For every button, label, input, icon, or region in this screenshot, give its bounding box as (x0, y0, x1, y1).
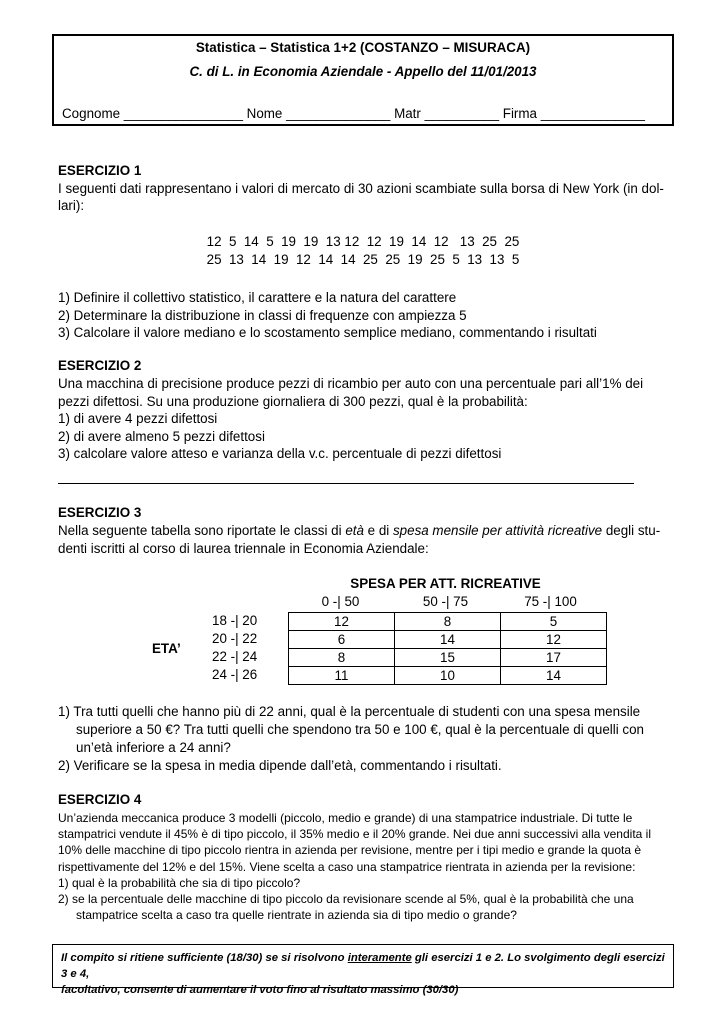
ex4-title: ESERCIZIO 4 (58, 792, 142, 807)
list-item: 2) di avere almeno 5 pezzi difettosi (58, 428, 265, 444)
ex4-q1: 1) qual è la probabilità che sia di tipo piccolo? (58, 875, 301, 890)
table-row-header: 24 -| 26 (212, 667, 258, 682)
ex4-line: Un’azienda meccanica produce 3 modelli (piccolo, medio e grande) di una stampatrice industriale. Di tutte le (58, 811, 633, 825)
table-row-header: 18 -| 20 (212, 613, 258, 628)
table-cell: 12 (501, 631, 607, 649)
ex3-q2: 2) Verificare se la spesa in media dipende dall’età, commentando i risultati. (58, 758, 502, 773)
ex2-text-line1: Una macchina di precisione produce pezzi di ricambio per auto con una percentuale pari all’1% dei (58, 376, 644, 391)
table-col-header: 50 -| 75 (422, 594, 469, 609)
list-item: 3) Calcolare il valore mediano e lo scostamento semplice mediano, commentando i risultati (58, 325, 597, 340)
student-fields: Cognome ________________ Nome ______________ Matr __________ Firma ______________ (62, 106, 645, 121)
table-col-header: 0 -| 50 (321, 594, 360, 609)
ex3-q1-line2: superiore a 50 €? Tra tutti quelli che spendono tra 50 e 100 €, qual è la percentuale di quelli con (76, 722, 645, 737)
ex2-title: ESERCIZIO 2 (58, 358, 142, 373)
text-span: Nella seguente tabella sono riportate le classi di (58, 523, 346, 538)
ex4-q2-line2: stampatrice scelta a caso tra quelle rientrate in azienda sia di tipo medio o grande? (76, 908, 517, 923)
table-row-header: 22 -| 24 (212, 649, 258, 664)
ex3-text-line1 (58, 522, 668, 540)
ex4-line: 10% delle macchine di tipo piccolo rientra in azienda per revisione, mentre per i tipi medio e grande la quota è (58, 843, 642, 858)
table-row (289, 613, 607, 631)
ex4-text (58, 810, 670, 923)
course-title: Statistica – Statistica 1+2 (COSTANZO – MISURACA) (195, 40, 531, 55)
text-span-italic: spesa mensile per attività ricreative (392, 523, 603, 538)
ex3-q1-line3: un’età inferiore a 24 anni? (76, 740, 231, 755)
table-cell: 15 (395, 649, 501, 667)
ex4-q2-line1: 2) se la percentuale delle macchine di tipo piccolo da revisionare scende al 5%, qual è la probabilità che una (58, 892, 634, 907)
ex3-text (58, 522, 668, 557)
table-cell: 8 (395, 613, 501, 631)
ex1-data-row2: 25 13 14 19 12 14 14 25 25 19 25 5 13 13 5 (206, 252, 520, 267)
table-cell: 6 (289, 631, 395, 649)
ex4-line: stampatrici vendute il 45% è di tipo piccolo, il 35% medio e il 20% grande. Nei due anni successivi alla vendita il (58, 827, 651, 842)
table-cell: 10 (395, 667, 501, 685)
ex1-text-line1: I seguenti dati rappresentano i valori di mercato di 30 azioni scambiate sulla borsa di New York (in dol- (58, 181, 664, 196)
table-cell: 14 (501, 667, 607, 685)
text-span-underlined: interamente (347, 952, 412, 964)
ex2-text (58, 375, 668, 463)
ex1-text-line2: lari): (58, 198, 85, 213)
footer-line2: facoltativo, consente di aumentare il voto fino al risultato massimo (30/30) (61, 984, 459, 996)
table-row (289, 667, 607, 685)
table-col-header: 75 -| 100 (524, 594, 577, 609)
list-item: 2) Determinare la distribuzione in classi di frequenze con ampiezza 5 (58, 307, 467, 323)
exam-subtitle: C. di L. in Economia Aziendale - Appello del 11/01/2013 (189, 64, 537, 79)
list-item: 1) Definire il collettivo statistico, il carattere e la natura del carattere (58, 290, 457, 305)
ex1-question-list (58, 289, 597, 342)
ex1-data-row1: 12 5 14 5 19 19 13 12 12 19 14 12 13 25 25 (206, 234, 520, 249)
table-row (289, 649, 607, 667)
table-row (289, 631, 607, 649)
ex3-title: ESERCIZIO 3 (58, 505, 142, 520)
text-span-italic: età (345, 523, 364, 538)
section-divider (58, 483, 634, 484)
ex3-questions (58, 703, 668, 775)
ex1-title: ESERCIZIO 1 (58, 163, 142, 178)
table-cell: 17 (501, 649, 607, 667)
table-cell: 11 (289, 667, 395, 685)
list-item: 3) calcolare valore atteso e varianza della v.c. percentuale di pezzi difettosi (58, 446, 502, 461)
ex3-text-line2: denti iscritti al corso di laurea triennale in Economia Aziendale: (58, 540, 429, 556)
frequency-table (288, 612, 607, 685)
table-row-header: 20 -| 22 (212, 631, 258, 646)
table-cell: 5 (501, 613, 607, 631)
text-span: gli esercizi 1 e 2. Lo svolgimento degli esercizi 3 e 4, (61, 952, 665, 980)
ex3-q1-line1: 1) Tra tutti quelli che hanno più di 22 anni, qual è la percentuale di studenti con una spesa mensile (58, 704, 641, 719)
text-span: Il compito si ritiene sufficiente (18/30) se si risolvono (61, 952, 348, 964)
footer-note (52, 944, 674, 996)
ex4-line: rispettivamente del 12% e del 15%. Viene scelta a caso una stampatrice rientrata in azienda per la revisione: (58, 859, 636, 874)
table-cell: 14 (395, 631, 501, 649)
table-row-headers (212, 612, 257, 684)
header-box (52, 34, 674, 126)
footer-line1 (61, 950, 665, 982)
table-cell: 12 (289, 613, 395, 631)
table-column-title: SPESA PER ATT. RICREATIVE (350, 576, 541, 591)
text-span: degli stu- (602, 523, 661, 538)
table-row-title: ETA’ (152, 641, 181, 656)
text-span: e di (363, 523, 393, 538)
table-cell: 8 (289, 649, 395, 667)
ex1-text (58, 180, 668, 214)
list-item: 1) di avere 4 pezzi difettosi (58, 411, 218, 426)
ex2-text-line2: pezzi difettosi. Su una produzione giornaliera di 300 pezzi, qual è la probabilità: (58, 393, 528, 409)
